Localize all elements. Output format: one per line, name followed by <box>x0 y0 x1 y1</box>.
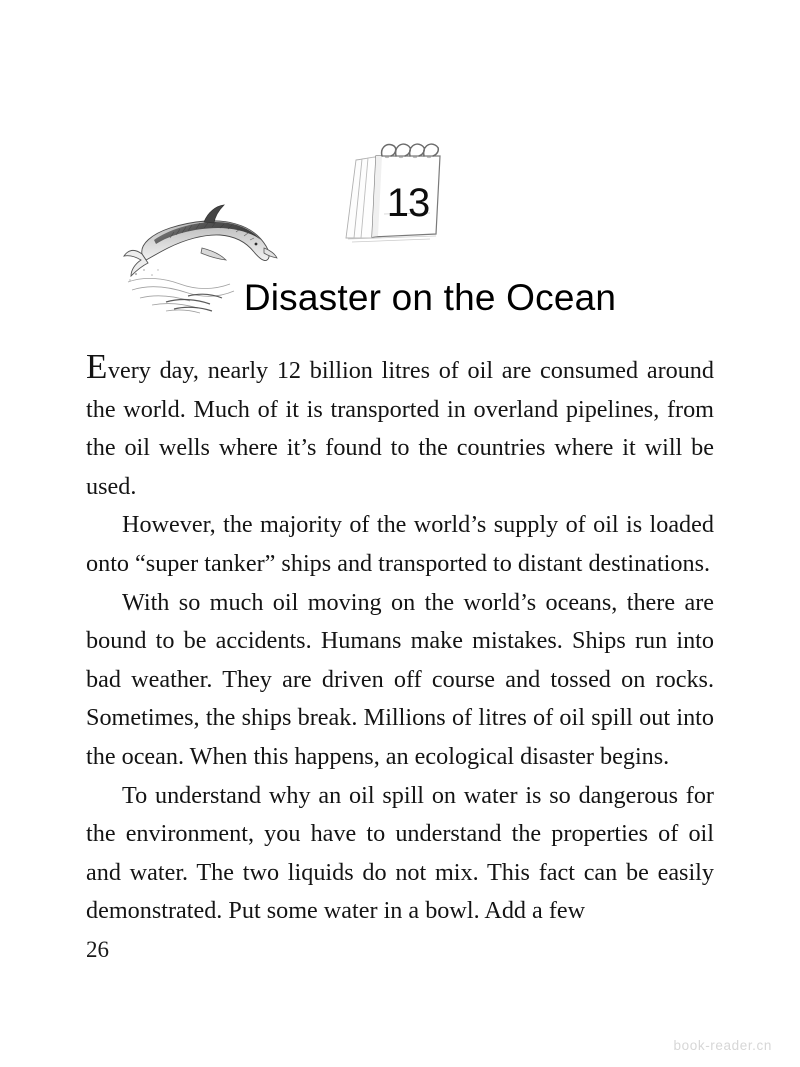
paragraph-1-text: very day, nearly 12 billion litres of oil are consumed around the world. Much of it is transported in overland pipelines, from the oil wells where it’s found to the countries where it will be used. <box>86 357 714 500</box>
paragraph-1 <box>86 347 714 506</box>
site-watermark: book-reader.cn <box>673 1038 772 1053</box>
page-number: 26 <box>86 937 109 962</box>
drop-cap: E <box>86 347 108 386</box>
chapter-number: 13 <box>386 180 430 225</box>
paragraph-2: However, the majority of the world’s supply of oil is loaded onto “super tanker” ships and transported to distant destinations. <box>86 511 714 577</box>
chapter-header <box>0 0 800 330</box>
paragraph-3: With so much oil moving on the world’s oceans, there are bound to be accidents. Humans make mistakes. Ships run into bad weather. They are driven off course and tossed on rocks. Sometimes, the ships break. Millions of litres of oil spill out into the ocean. When this happens, an ecological disaster begins. <box>86 588 714 770</box>
chapter-title: Disaster on the Ocean <box>243 276 617 318</box>
body-text <box>86 347 714 931</box>
paragraph-4: To understand why an oil spill on water is so dangerous for the environment, you have to understand the properties of oil and water. The two liquids do not mix. This fact can be easily demonstrated. Put some water in a bowl. Add a few <box>86 781 714 925</box>
